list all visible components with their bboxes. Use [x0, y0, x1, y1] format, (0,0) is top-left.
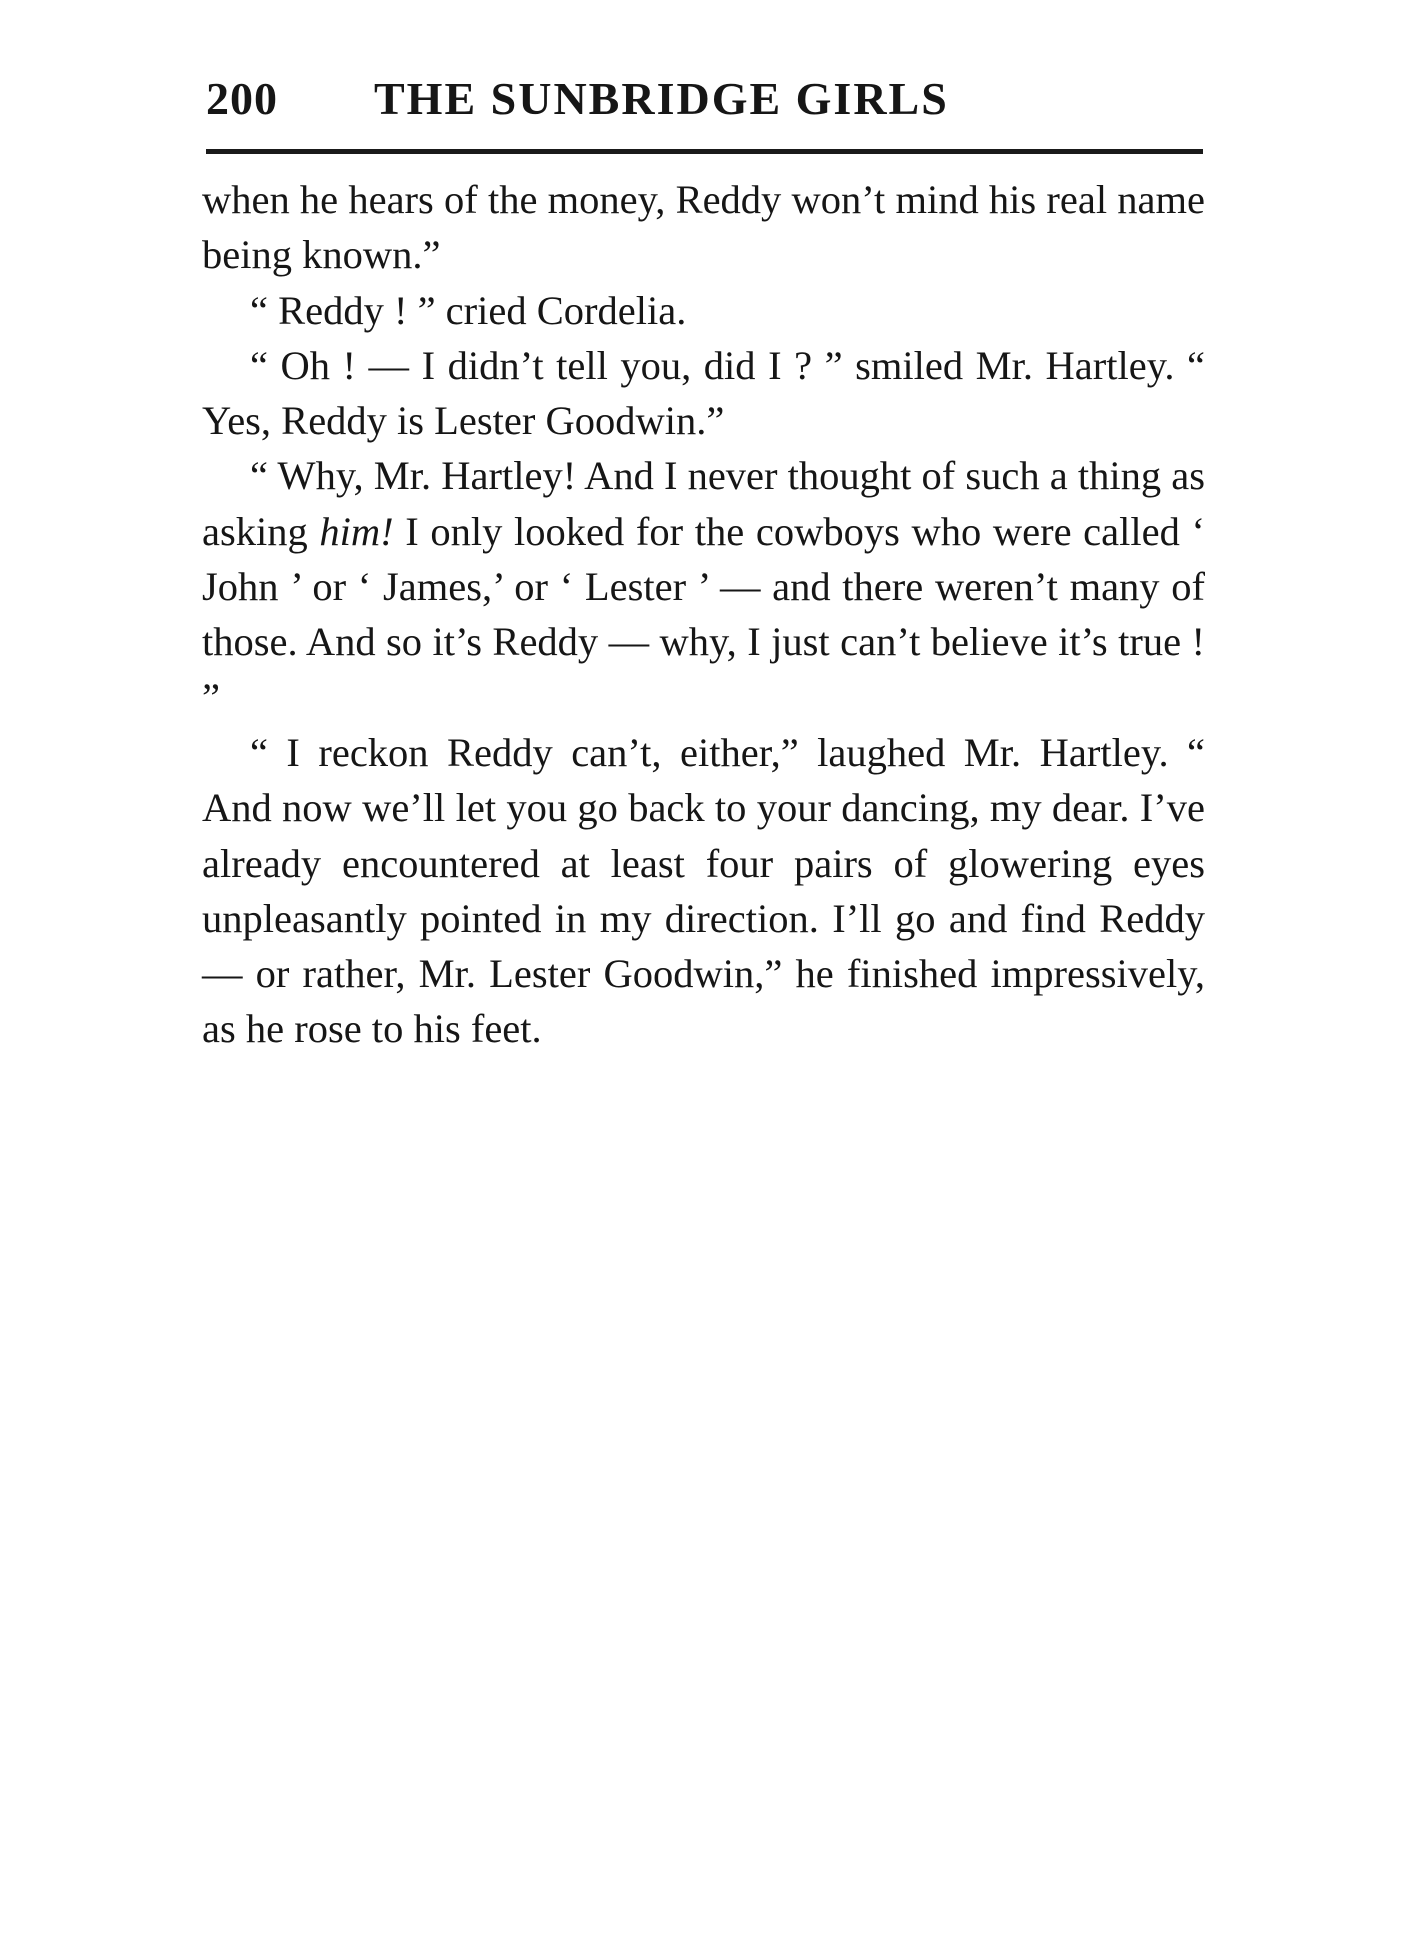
- body-text: [202, 172, 1205, 1057]
- paragraph-text: I only looked for the cowboys who were called ‘ John ’ or ‘ James,’ or ‘ Lester ’ — and there weren’t many of those. And so it’s Reddy — why, I just can’t believe it’s true ! ”: [202, 508, 1205, 720]
- emphasized-text: him!: [319, 508, 394, 554]
- running-title: THE SUNBRIDGE GIRLS: [374, 73, 949, 124]
- header-rule: [206, 149, 1203, 154]
- paragraph-text: “ Why, Mr. Hartley! And I never thought of such a thing as asking: [202, 453, 1205, 554]
- page-number: 200: [206, 73, 278, 124]
- paragraph-continued: when he hears of the money, Reddy won’t mind his real name being known.”: [202, 177, 1205, 278]
- paragraph: “ Oh ! — I didn’t tell you, did I ? ” smiled Mr. Hartley. “ Yes, Reddy is Lester Goodwin.”: [202, 342, 1205, 444]
- paragraph: “ Reddy ! ” cried Cordelia.: [250, 287, 687, 333]
- paragraph: [202, 448, 1205, 724]
- paragraph: “ I reckon Reddy can’t, either,” laughed Mr. Hartley. “ And now we’ll let you go back to your dancing, my dear. I’ve already encountered at least four pairs of glowering eyes unpleasantly pointed in my direction. I’ll go and find Reddy — or rather, Mr. Lester Goodwin,” he finished impressively, as he rose to his feet.: [202, 729, 1205, 1052]
- page-header: [206, 72, 1206, 142]
